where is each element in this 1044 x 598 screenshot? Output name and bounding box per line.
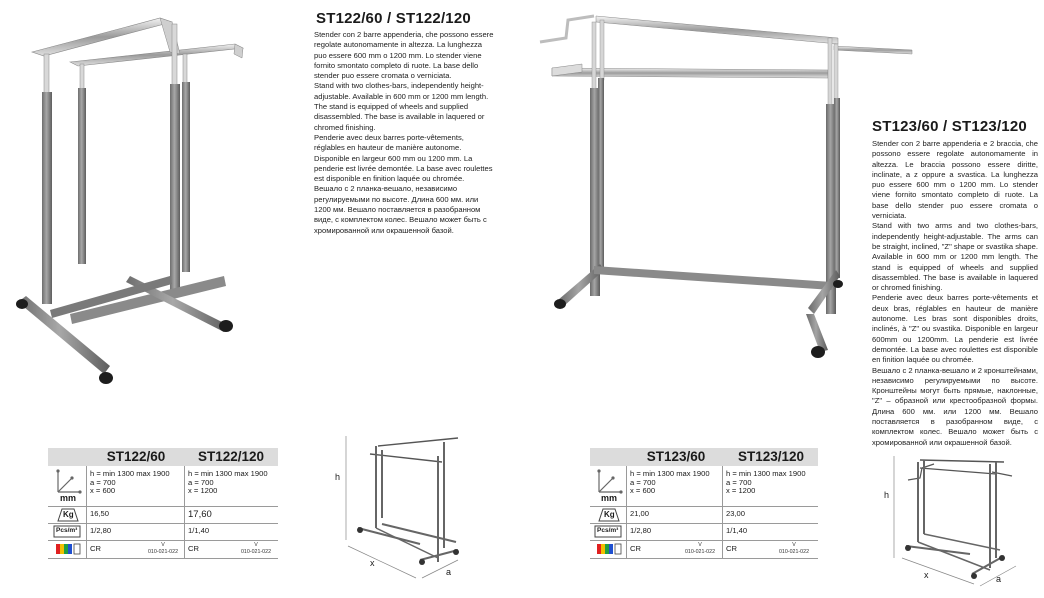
pallet-volume-label: Pcs/m³ xyxy=(597,527,619,534)
color-swatch-icon xyxy=(595,542,623,556)
pallet-volume-label: Pcs/m³ xyxy=(56,527,78,534)
st122-desc-english: Stand with two clothes-bars, independently height-adjustable. Available in 600 mm or 1200 mm length. The stand is equipped of wheels and supplied disassembled. The base is available in laquered or chromed finishing. xyxy=(314,81,489,132)
st123-product-photo xyxy=(538,8,918,364)
dims-x: x = 600 xyxy=(630,486,656,496)
dimensions-unit: mm xyxy=(601,493,618,503)
st122-title: ST122/60 / ST122/120 xyxy=(316,10,471,27)
st122-desc-french: Penderie avec deux barres porte-vêtements, réglables en hauteur de manière autonome. Disponible en largeur 600 mm ou 1200 mm. La penderie est livrée demontée. La base avec roulettes est disponible en finition laquée ou chromée. xyxy=(314,132,493,184)
st122-finish-col2: CR xyxy=(188,544,199,553)
st123-desc-french: Penderie avec deux barres porte-vêtements et deux bras, réglables en hauteur de manière autonome. Les bras sont disponibles droits, inclinés, à "Z" ou svastika. Disponible en largeur 600mm ou 1200mm. La penderie est livrée demontée. La base avec roulettes est disponible en finition laquée ou chromée. xyxy=(872,293,1038,365)
st123-weight-col1: 21,00 xyxy=(630,509,650,518)
st122-col2-title: ST122/120 xyxy=(197,449,265,464)
st122-code-col2: 010-021-022 xyxy=(240,549,272,555)
st123-spec-table xyxy=(590,448,818,560)
st123-finish-col1: CR xyxy=(630,544,641,553)
weight-label: Kg xyxy=(63,510,74,519)
diagram-x-label: x xyxy=(924,570,929,580)
st123-pcs-col1: 1/2,80 xyxy=(630,526,652,535)
weight-label: Kg xyxy=(604,510,615,519)
st122-dims-col2 xyxy=(188,470,268,496)
pallet-volume-icon xyxy=(593,524,625,539)
st122-desc-russian: Вешало с 2 планка-вешало, независимо регулируемыми по высоте. Длина 600 мм. или 1200 мм. Вешало поставляется в разобранном виде, с комплектом колес. Вешало может быть с хромированной или окрашенной базой. xyxy=(314,184,487,235)
dims-a: a = 700 xyxy=(90,477,116,487)
dims-a: a = 700 xyxy=(726,477,752,487)
dimensions-unit: mm xyxy=(60,493,77,503)
st122-spec-table xyxy=(48,448,278,560)
diagram-h-label: h xyxy=(884,490,890,500)
diagram-a-label: a xyxy=(446,567,452,577)
spec-divider xyxy=(626,466,627,558)
diagram-a-label: a xyxy=(996,574,1002,584)
st123-code-col1: 010-021-022 xyxy=(684,549,716,555)
st123-title: ST123/60 / ST123/120 xyxy=(872,118,1027,135)
diagram-x-label: x xyxy=(370,558,375,568)
st123-weight-col2: 23,00 xyxy=(726,509,746,518)
spec-row-weight xyxy=(48,506,278,524)
st122-weight-col2: 17,60 xyxy=(188,509,212,520)
color-swatch-icon xyxy=(54,542,82,556)
spec-divider xyxy=(86,466,87,558)
dimensions-icon xyxy=(593,468,625,504)
st122-code-col1: 010-021-022 xyxy=(147,549,179,555)
st122-col1-title: ST122/60 xyxy=(106,449,166,464)
st123-description xyxy=(872,139,1038,448)
dims-h: h = min 1300 max 1900 xyxy=(726,469,806,478)
st122-weight-col1: 16,50 xyxy=(90,509,110,518)
st122-pcs-col2: 1/1,40 xyxy=(188,526,210,535)
st122-description xyxy=(314,30,494,236)
diagram-h-label: h xyxy=(335,472,341,482)
st123-dims-col1 xyxy=(630,470,710,496)
st123-pcs-col2: 1/1,40 xyxy=(726,526,748,535)
weight-icon xyxy=(54,507,82,522)
st122-product-photo xyxy=(10,14,250,390)
spec-divider xyxy=(184,466,185,558)
st122-finish-col1: CR xyxy=(90,544,101,553)
st123-col2-title: ST123/120 xyxy=(737,449,805,464)
st123-desc-english: Stand with two arms and two clothes-bars, independently height-adjustable. The arms can be straight, inclined, "Z" shape or svastika shape. Available in 600 mm or 1200 mm length. The stand is equipped of wheels and supplied disassembled. The base is available in laquered or chromed finishing. xyxy=(872,221,1038,293)
dims-a: a = 700 xyxy=(630,477,656,487)
st123-code-col2: 010-021-022 xyxy=(778,549,810,555)
st122-desc-italian: Stender con 2 barre appenderia, che possono essere regolate autonomamente in altezza. La lunghezza puo essere 600 mm o 1200 mm. Lo stender viene fornito smontato completo di ruote. La base dello stender puo essere cromata o verniciata. xyxy=(314,30,494,81)
st123-desc-russian: Вешало с 2 планка-вешало и 2 кронштейнами, независимо регулируемыми по высоте. Кронштейны могут быть прямые, наклонные, "Z" – образной или крестообразной формы. Длина 600 мм. или 1200 мм. Вешало поставляется в разобранном виде, с комплектом колес. Вешало может быть с хромированной или окрашенной базой. xyxy=(872,365,1038,447)
dims-x: x = 600 xyxy=(90,486,116,496)
st123-desc-italian: Stender con 2 barre appenderia e 2 braccia, che possono essere regolate autonomamente in altezza. Le braccia possono essere diritte, inclinate, a z oppure a svastica. La lunghezza puo essere 600 mm o 1200 mm. Lo stender viene fornito smontato completo di ruote. La base dello stender puo essere cromata o verniciata. xyxy=(872,139,1038,221)
dims-x: x = 1200 xyxy=(188,486,218,496)
weight-icon xyxy=(595,507,623,522)
st123-code-letter-col2: V xyxy=(792,542,796,548)
dims-x: x = 1200 xyxy=(726,486,756,496)
dims-h: h = min 1300 max 1900 xyxy=(188,469,268,478)
st123-dims-col2 xyxy=(726,470,806,496)
st123-dimension-diagram xyxy=(880,450,1032,590)
st122-dims-col1 xyxy=(90,470,170,496)
dimensions-icon xyxy=(52,468,84,504)
dims-h: h = min 1300 max 1900 xyxy=(90,469,170,478)
st123-code-letter-col1: V xyxy=(698,542,702,548)
pallet-volume-icon xyxy=(52,524,84,539)
st122-dimension-diagram xyxy=(330,432,470,582)
dims-h: h = min 1300 max 1900 xyxy=(630,469,710,478)
spec-row-weight xyxy=(590,506,818,524)
dims-a: a = 700 xyxy=(188,477,214,487)
st122-code-letter-col1: V xyxy=(161,542,165,548)
st122-code-letter-col2: V xyxy=(254,542,258,548)
st123-col1-title: ST123/60 xyxy=(646,449,706,464)
st122-pcs-col1: 1/2,80 xyxy=(90,526,112,535)
spec-divider xyxy=(722,466,723,558)
st123-finish-col2: CR xyxy=(726,544,737,553)
